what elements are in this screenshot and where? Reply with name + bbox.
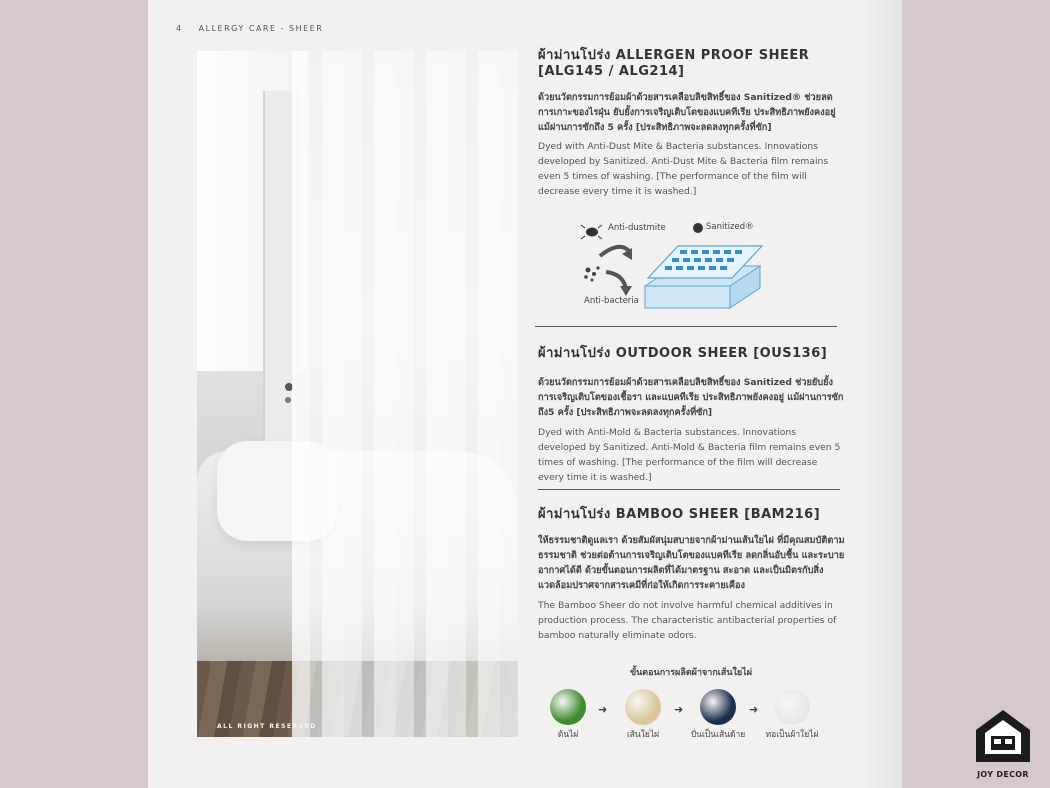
dustmite-icon [581, 225, 602, 239]
bamboo-plant-icon [550, 689, 586, 725]
section-2-english: Dyed with Anti-Mold & Bacteria substances. Innovations developed by Sanitized. Anti-Mold & Bacteria film remains even 5 times of washing. [The performance of the film will decrease every time it is washed.] [538, 427, 841, 483]
section-2-thai: ด้วยนวัตกรรมการย้อมผ้าด้วยสารเคลือบลิขสิทธิ์ของ Sanitized ช่วยยับยั้งการเจริญเติบโตของเชื้อรา และแบคทีเรีย ประสิทธิภาพยังคงอยู่ แม้ผ่านการซักถึง5 ครั้ง [ประสิทธิภาพจะลดลงทุกครั้งที่ซัก] [538, 377, 844, 418]
section-3-english: The Bamboo Sheer do not involve harmful chemical additives in production process. The characteristic antibacterial properties of bamboo naturally eliminate odors. [538, 600, 837, 641]
page-edge-shadow [862, 0, 902, 788]
step-label: ทอเป็นผ้าใยไผ่ [765, 730, 819, 740]
anti-dustmite-label: Anti-dustmite [608, 223, 666, 233]
section-1-thai: ด้วยนวัตกรรมการย้อมผ้าด้วยสารเคลือบลิขสิทธิ์ของ Sanitized® ช่วยลดการเกาะของไรฝุ่น ยับยั้งการเจริญเติบโตของแบคทีเรีย ประสิทธิภาพยังคงอยู่ แม้ผ่านการซักถึง 5 ครั้ง [ประสิทธิภาพจะลดลงทุกครั้งที่ซัก] [538, 92, 836, 133]
section-divider [538, 489, 840, 490]
bacteria-icon [584, 266, 599, 281]
rights-caption: ALL RIGHT RESERVED [217, 723, 317, 730]
section-1-english: Dyed with Anti-Dust Mite & Bacteria substances. Innovations developed by Sanitized. Anti-Dust Mite & Bacteria film remains even 5 times of washing. [The performance of the film will decrease every time it is washed.] [538, 141, 829, 197]
section-divider [535, 326, 837, 327]
logo-text: JOY DECOR [977, 770, 1029, 779]
step-label: ต้นไผ่ [557, 730, 579, 740]
section-3-thai: ให้ธรรมชาติดูแลเรา ด้วยสัมผัสนุ่มสบายจากผ้าม่านเส้นใยไผ่ ที่มีคุณสมบัติตามธรรมชาติ ช่วยต่อต้านการเจริญเติบโตของแบคทีเรีย ลดกลิ่นอับชื้น และระบายอากาศได้ดี ด้วยขั้นตอนการผลิตที่ได้มาตรฐาน สะอาด และเป็นมิตรกับสิ่งแวดล้อมปราศจากสารเคมีที่ก่อให้เกิดการระคายเคือง [538, 535, 845, 591]
page-header-title: ALLERGY CARE - SHEER [198, 24, 324, 33]
section-3-title: ผ้าม่านโปร่ง BAMBOO SHEER [BAM216] [538, 507, 821, 522]
steps-title: ขั้นตอนการผลิตผ้าจากเส้นใยไผ่ [630, 668, 752, 678]
house-icon [974, 708, 1032, 764]
step-label: เส้นใยไผ่ [626, 730, 660, 740]
section-2-title: ผ้าม่านโปร่ง OUTDOOR SHEER [OUS136] [538, 346, 828, 361]
joy-decor-logo [972, 708, 1034, 780]
anti-bacteria-label: Anti-bacteria [584, 296, 639, 306]
page-header [176, 24, 323, 33]
sheer-curtain [292, 51, 518, 737]
arrow-right-icon: ➜ [598, 703, 608, 716]
curtain-photo [197, 51, 518, 737]
page-number: 4 [176, 24, 183, 33]
sanitized-logo-icon [693, 223, 703, 233]
section-1-title [538, 48, 809, 80]
yarn-spool-icon [700, 689, 736, 725]
woven-fabric-icon [774, 689, 810, 725]
sanitized-diagram [580, 218, 770, 313]
arrow-right-icon: ➜ [674, 703, 684, 716]
sanitized-label: Sanitized® [706, 222, 754, 232]
section-1-title-line1: ผ้าม่านโปร่ง ALLERGEN PROOF SHEER [538, 48, 810, 63]
arrow-right-icon: ➜ [749, 703, 759, 716]
section-1-title-line2: [ALG145 / ALG214] [538, 64, 685, 79]
fabric-layer-icon [645, 246, 762, 308]
bamboo-fiber-icon [625, 689, 661, 725]
step-label: ปั่นเป็นเส้นด้าย [690, 730, 746, 740]
